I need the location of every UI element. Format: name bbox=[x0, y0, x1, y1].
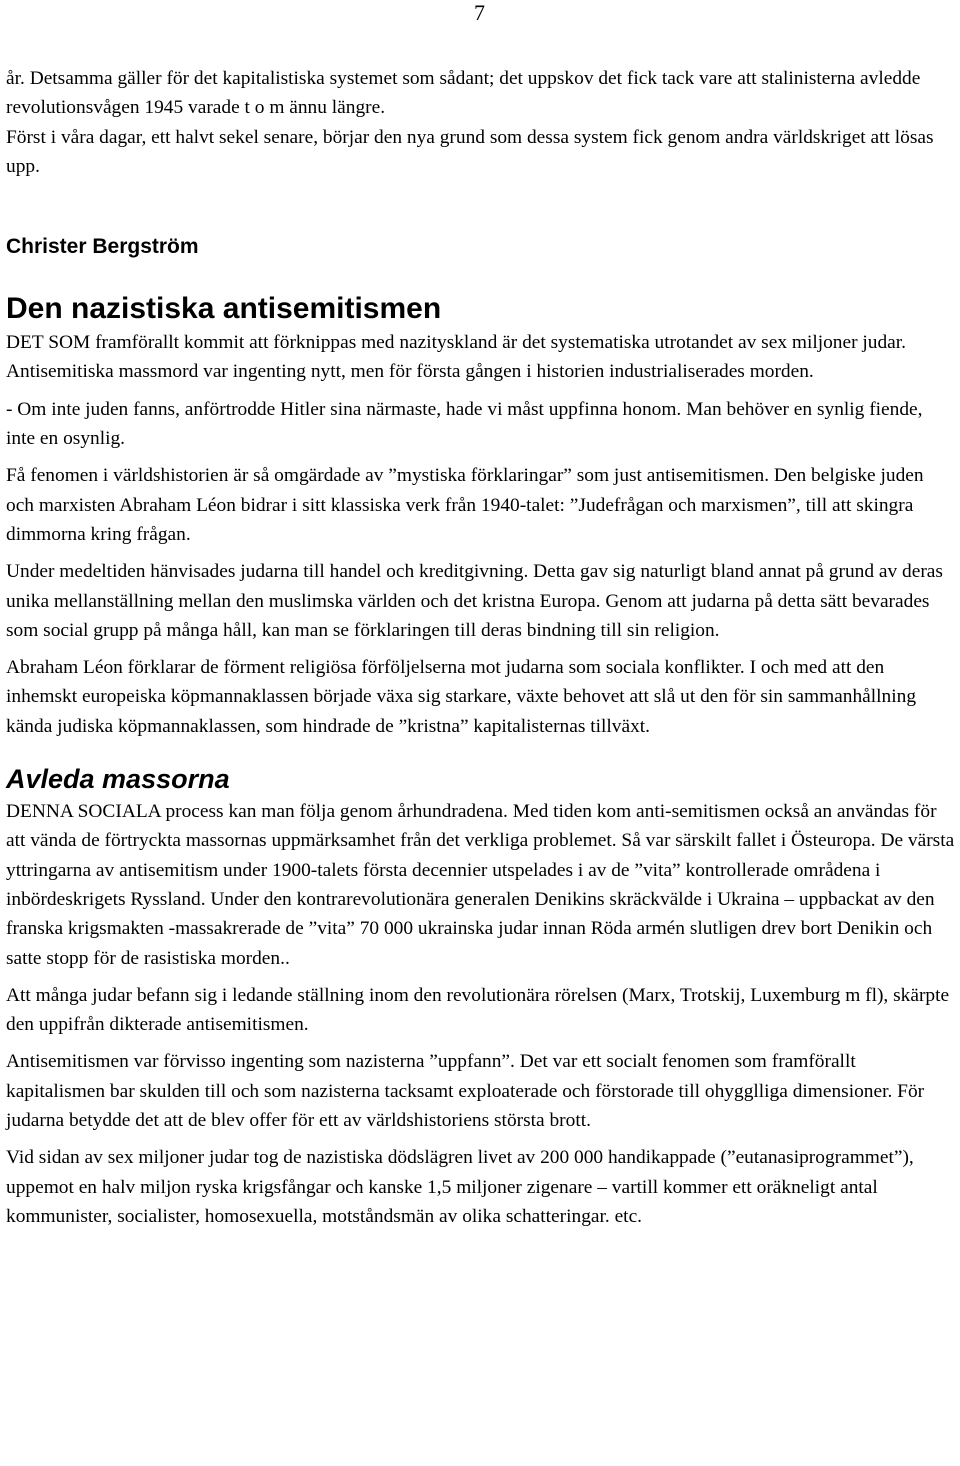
section-paragraph: Antisemitismen var förvisso ingenting som nazisterna ”uppfann”. Det var ett socialt fenomen som framförallt kapitalismen bar skulden till och som nazisterna tacksamt exploaterade och förstorade till ohygglliga dimensioner. För judarna betydde det att de blev offer för ett av världshistoriens största brott. bbox=[6, 1051, 925, 1132]
section-paragraph: Vid sidan av sex miljoner judar tog de nazistiska dödslägren livet av 200 000 handikappade (”eutanasiprogrammet”), uppemot en halv miljon ryska krigsfångar och kanske 1,5 miljoner zigenare – vartill kommer ett oräkneligt antal kommunister, socialister, homosexuella, motståndsmän av olika schatteringar. etc. bbox=[6, 1147, 914, 1227]
article-paragraph: Få fenomen i världshistorien är så omgärdade av ”mystiska förklaringar” som just antisemitismen. Den belgiske juden och marxisten Abraham Léon bidrar i sitt klassiska verk från 1940-talet: ”Judefrågan och marxismen”, till att skingra dimmorna kring frågan. bbox=[6, 465, 924, 545]
page-number: 7 bbox=[474, 0, 485, 25]
section-heading: Avleda massorna bbox=[6, 764, 230, 795]
article-paragraph: - Om inte juden fanns, anförtrodde Hitler sina närmaste, hade vi måst uppfinna honom. Man behöver en synlig fiende, inte en osynlig. bbox=[6, 398, 923, 450]
article-paragraph: DET SOM framförallt kommit att förknippas med nazityskland är det systematiska utrotandet av sex miljoner judar. Antisemitiska massmord var ingenting nytt, men för första gången i historien industrialiserades morden. bbox=[6, 332, 907, 383]
article-paragraph: Abraham Léon förklarar de förment religiösa förföljelserna mot judarna som sociala konflikter. I och med att den inhemskt europeiska köpmannaklassen började växa sig starkare, växte behovet att slå ut den för sin sammanhållning kända judiska köpmannaklassen, som hindrade de ”kristna” kapitalisternas tillväxt. bbox=[6, 657, 917, 737]
article-title: Den nazistiska antisemitismen bbox=[6, 292, 442, 326]
intro-paragraph: år. Detsamma gäller för det kapitalistiska systemet som sådant; det uppskov det fick tack vare att stalinisterna avledde revolutionsvågen 1945 varade t o m ännu längre. bbox=[6, 68, 921, 119]
author-name: Christer Bergström bbox=[6, 235, 199, 259]
section-paragraph: DENNA SOCIALA process kan man följa genom århundradena. Med tiden kom anti-semitismen också an användas för att vända de förtryckta massornas uppmärksamhet från det verkliga problemet. Så var särskilt fallet i Östeuropa. De värsta yttringarna av antisemitism under 1900-talets första decennier utspelades i av de ”vita” kontrollerade områdena i inbördeskrigets Ryssland. Under den kontrarevolutionära generalen Denikins skräckvälde i Ukraina – uppbackat av den franska krigsmakten -massakrerade de ”vita” 70 000 ukrainska judar innan Röda armén slutligen drev bort Denikin och satte stopp för de rasistiska morden.. bbox=[6, 801, 955, 969]
section-paragraph: Att många judar befann sig i ledande ställning inom den revolutionära rörelsen (Marx, Trotskij, Luxemburg m fl), skärpte den uppifrån dikterade antisemitismen. bbox=[6, 984, 950, 1036]
article-paragraph: Under medeltiden hänvisades judarna till handel och kreditgivning. Detta gav sig naturligt bland annat på grund av deras unika mellanställning mellan den muslimska världen och det kristna Europa. Genom att judarna på detta sätt bevarades som social grupp på många håll, kan man se förklaringen till deras bindning till sin religion. bbox=[6, 561, 943, 641]
document-body bbox=[6, 64, 956, 1231]
intro-paragraph: Först i våra dagar, ett halvt sekel senare, börjar den nya grund som dessa system fick genom andra världskriget att lösas upp. bbox=[6, 126, 934, 177]
